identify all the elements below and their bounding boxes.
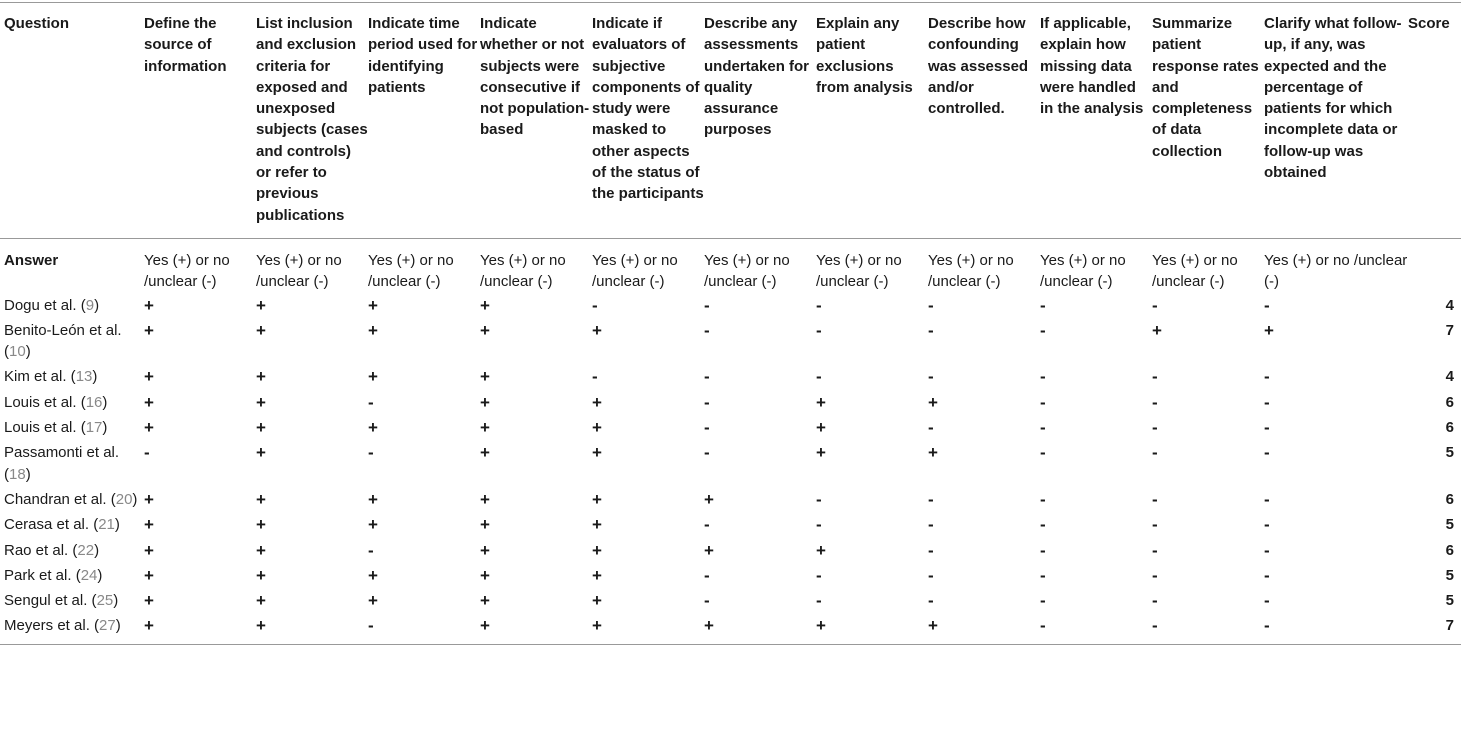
criterion-mark: + xyxy=(368,591,378,611)
criterion-mark: + xyxy=(480,418,490,438)
criterion-mark: - xyxy=(368,613,480,644)
criterion-mark: + xyxy=(144,392,154,412)
quality-assessment-table xyxy=(0,2,1461,645)
criterion-mark: - xyxy=(1152,489,1158,509)
criterion-mark: + xyxy=(480,392,490,412)
study-name-cell xyxy=(0,588,144,613)
study-name-cell xyxy=(0,415,144,440)
table-row xyxy=(0,293,1461,318)
study-name: Benito-León et al. ( xyxy=(4,321,122,361)
criterion-mark: + xyxy=(816,613,928,644)
header-column: Define the source of information xyxy=(144,3,256,239)
criterion-mark: - xyxy=(704,295,710,315)
study-name: Louis et al. ( xyxy=(4,419,86,437)
criterion-mark: - xyxy=(1264,367,1270,387)
criterion-mark: - xyxy=(1264,613,1408,644)
criterion-mark: - xyxy=(928,295,934,315)
criterion-mark: + xyxy=(480,540,490,560)
criterion-mark: - xyxy=(704,565,710,585)
criterion-mark: + xyxy=(1264,320,1274,340)
criterion-mark: - xyxy=(1264,443,1270,463)
criterion-mark: + xyxy=(256,489,266,509)
criterion-mark: + xyxy=(816,443,826,463)
criterion-mark: - xyxy=(1152,591,1158,611)
criterion-mark: + xyxy=(256,367,266,387)
criterion-mark: + xyxy=(816,540,826,560)
criterion-mark: - xyxy=(1040,367,1046,387)
answer-value: Yes (+) or no /unclear (-) xyxy=(592,251,678,291)
reference-close-paren: ) xyxy=(113,592,119,610)
criterion-mark: - xyxy=(1152,295,1158,315)
criterion-mark: + xyxy=(256,418,266,438)
criterion-mark: + xyxy=(480,613,592,644)
criterion-mark: + xyxy=(144,367,154,387)
criterion-mark: - xyxy=(928,540,934,560)
header-column: Indicate time period used for identifying patients xyxy=(368,3,480,239)
study-name: Cerasa et al. ( xyxy=(4,516,99,534)
table-row xyxy=(0,538,1461,563)
study-name: Meyers et al. ( xyxy=(4,617,100,635)
header-column: If applicable, explain how missing data were handled in the analysis xyxy=(1040,3,1152,239)
criterion-mark: + xyxy=(592,591,602,611)
criterion-mark: + xyxy=(368,320,378,340)
answer-row xyxy=(0,238,1461,292)
criterion-mark: + xyxy=(928,443,938,463)
header-question: Question xyxy=(0,3,144,239)
table-row xyxy=(0,487,1461,512)
reference-close-paren: ) xyxy=(25,465,31,483)
reference-close-paren: ) xyxy=(97,566,103,584)
header-column: List inclusion and exclusion criteria for exposed and unexposed subjects (cases and controls) or refer to previous publications xyxy=(256,3,368,239)
study-reference: 27 xyxy=(99,617,116,635)
header-column: Describe how confounding was assessed and/or controlled. xyxy=(928,3,1040,239)
criterion-mark: + xyxy=(144,565,154,585)
answer-value: Yes (+) or no /unclear (-) xyxy=(1152,251,1238,291)
criterion-mark: - xyxy=(1264,565,1270,585)
table-row xyxy=(0,364,1461,389)
study-reference: 16 xyxy=(85,393,103,411)
header-score: Score xyxy=(1408,3,1461,239)
criterion-mark: + xyxy=(816,418,826,438)
study-reference: 20 xyxy=(115,490,133,508)
study-reference: 17 xyxy=(85,419,103,437)
criterion-mark: + xyxy=(592,613,704,644)
score-cell: 7 xyxy=(1408,613,1461,644)
criterion-mark: + xyxy=(256,613,368,644)
criterion-mark: - xyxy=(1152,540,1158,560)
criterion-mark: - xyxy=(1040,515,1046,535)
header-column: Clarify what follow-up, if any, was expected and the percentage of patients for which incomplete data or follow-up was obtained xyxy=(1264,3,1408,239)
score-cell: 5 xyxy=(1445,592,1454,610)
criterion-mark: + xyxy=(480,565,490,585)
study-name-cell xyxy=(0,563,144,588)
criterion-mark: + xyxy=(480,515,490,535)
study-reference: 18 xyxy=(9,465,26,483)
criterion-mark: - xyxy=(592,295,598,315)
criterion-mark: - xyxy=(1152,565,1158,585)
criterion-mark: + xyxy=(256,565,266,585)
study-reference: 13 xyxy=(75,368,93,386)
criterion-mark: + xyxy=(592,515,602,535)
criterion-mark: - xyxy=(928,320,934,340)
study-name: Passamonti et al. ( xyxy=(4,444,120,483)
criterion-mark: + xyxy=(592,565,602,585)
criterion-mark: + xyxy=(480,295,490,315)
header-column: Indicate if evaluators of subjective components of study were masked to other aspects of the status of the participants xyxy=(592,3,704,239)
study-name: Park et al. ( xyxy=(4,566,81,584)
criterion-mark: - xyxy=(816,565,822,585)
criterion-mark: - xyxy=(1040,418,1046,438)
criterion-mark: - xyxy=(816,591,822,611)
criterion-mark: + xyxy=(368,418,378,438)
criterion-mark: - xyxy=(816,489,822,509)
study-name-cell xyxy=(0,440,144,487)
criterion-mark: - xyxy=(928,489,934,509)
criterion-mark: - xyxy=(1040,540,1046,560)
study-name-cell xyxy=(0,318,144,365)
criterion-mark: + xyxy=(592,392,602,412)
header-column: Indicate whether or not subjects were consecutive if not population-based xyxy=(480,3,592,239)
reference-close-paren: ) xyxy=(102,393,108,411)
criterion-mark: - xyxy=(1040,295,1046,315)
criterion-mark: - xyxy=(704,591,710,611)
criterion-mark: - xyxy=(1264,418,1270,438)
criterion-mark: - xyxy=(1152,443,1158,463)
reference-close-paren: ) xyxy=(132,490,138,508)
study-reference: 10 xyxy=(9,343,26,361)
criterion-mark: - xyxy=(1040,565,1046,585)
study-name: Dogu et al. ( xyxy=(4,296,86,314)
criterion-mark: - xyxy=(1040,591,1046,611)
table-row xyxy=(0,512,1461,537)
criterion-mark: + xyxy=(816,392,826,412)
reference-close-paren: ) xyxy=(25,343,31,361)
reference-close-paren: ) xyxy=(114,516,120,534)
study-name: Kim et al. ( xyxy=(4,368,76,386)
criterion-mark: - xyxy=(1264,295,1270,315)
criterion-mark: + xyxy=(592,443,602,463)
criterion-mark: - xyxy=(1264,392,1270,412)
study-name-cell xyxy=(0,487,144,512)
study-reference: 25 xyxy=(96,592,114,610)
score-cell: 6 xyxy=(1445,541,1454,559)
criterion-mark: + xyxy=(256,515,266,535)
criterion-mark: - xyxy=(1040,489,1046,509)
study-name-cell xyxy=(0,538,144,563)
criterion-mark: - xyxy=(368,443,374,463)
criterion-mark: + xyxy=(144,591,154,611)
header-column: Summarize patient response rates and completeness of data collection xyxy=(1152,3,1264,239)
table-row xyxy=(0,390,1461,415)
criterion-mark: + xyxy=(480,320,490,340)
criterion-mark: + xyxy=(256,295,266,315)
criterion-mark: + xyxy=(368,565,378,585)
criterion-mark: + xyxy=(704,613,816,644)
score-cell: 4 xyxy=(1445,368,1454,386)
criterion-mark: + xyxy=(256,443,266,463)
reference-close-paren: ) xyxy=(102,419,108,437)
criterion-mark: - xyxy=(1152,367,1158,387)
criterion-mark: + xyxy=(256,591,266,611)
criterion-mark: - xyxy=(704,418,710,438)
criterion-mark: + xyxy=(592,540,602,560)
criterion-mark: - xyxy=(704,443,710,463)
header-column: Explain any patient exclusions from analysis xyxy=(816,3,928,239)
criterion-mark: + xyxy=(144,540,154,560)
criterion-mark: - xyxy=(1040,320,1046,340)
criterion-mark: + xyxy=(368,367,378,387)
table-row xyxy=(0,440,1461,487)
table-row xyxy=(0,318,1461,365)
table-row xyxy=(0,563,1461,588)
criterion-mark: - xyxy=(928,418,934,438)
criterion-mark: + xyxy=(144,320,154,340)
score-cell: 5 xyxy=(1445,516,1454,534)
criterion-mark: + xyxy=(928,392,938,412)
criterion-mark: - xyxy=(144,443,150,463)
study-name-cell xyxy=(0,390,144,415)
reference-close-paren: ) xyxy=(115,617,121,635)
answer-value: Yes (+) or no /unclear (-) xyxy=(704,251,790,291)
study-name: Louis et al. ( xyxy=(4,393,86,411)
criterion-mark: + xyxy=(368,295,378,315)
criterion-mark: + xyxy=(368,515,378,535)
answer-value: Yes (+) or no /unclear (-) xyxy=(1264,251,1408,291)
table-row xyxy=(0,588,1461,613)
criterion-mark: + xyxy=(256,392,266,412)
criterion-mark: - xyxy=(1152,392,1158,412)
criterion-mark: + xyxy=(1152,320,1162,340)
answer-value: Yes (+) or no /unclear (-) xyxy=(928,251,1014,291)
criterion-mark: - xyxy=(928,591,934,611)
score-cell: 6 xyxy=(1445,419,1454,437)
reference-close-paren: ) xyxy=(94,541,100,559)
criterion-mark: + xyxy=(368,489,378,509)
criterion-mark: + xyxy=(480,367,490,387)
criterion-mark: + xyxy=(704,489,714,509)
criterion-mark: + xyxy=(144,418,154,438)
criterion-mark: + xyxy=(144,295,154,315)
criterion-mark: + xyxy=(256,320,266,340)
study-reference: 9 xyxy=(85,296,95,314)
header-row xyxy=(0,3,1461,239)
criterion-mark: - xyxy=(704,320,710,340)
criterion-mark: + xyxy=(144,489,154,509)
criterion-mark: - xyxy=(1152,515,1158,535)
criterion-mark: + xyxy=(480,489,490,509)
criterion-mark: - xyxy=(704,515,710,535)
criterion-mark: - xyxy=(368,392,374,412)
criterion-mark: - xyxy=(928,565,934,585)
criterion-mark: + xyxy=(144,613,256,644)
score-cell: 5 xyxy=(1445,566,1454,584)
score-cell: 7 xyxy=(1445,321,1454,339)
study-name-cell xyxy=(0,512,144,537)
study-name: Rao et al. ( xyxy=(4,541,78,559)
header-column: Describe any assessments undertaken for quality assurance purposes xyxy=(704,3,816,239)
answer-score-empty xyxy=(1408,238,1461,292)
criterion-mark: - xyxy=(368,540,374,560)
criterion-mark: + xyxy=(592,418,602,438)
table-row xyxy=(0,415,1461,440)
criterion-mark: - xyxy=(816,515,822,535)
study-reference: 24 xyxy=(80,566,98,584)
criterion-mark: + xyxy=(704,540,714,560)
study-name-cell xyxy=(0,613,144,644)
study-reference: 21 xyxy=(98,516,115,534)
table-row xyxy=(0,613,1461,644)
score-cell: 4 xyxy=(1445,296,1454,314)
criterion-mark: - xyxy=(704,392,710,412)
criterion-mark: - xyxy=(1152,613,1264,644)
criterion-mark: - xyxy=(816,320,822,340)
answer-value: Yes (+) or no /unclear (-) xyxy=(144,251,230,291)
criterion-mark: + xyxy=(480,443,490,463)
study-name-cell xyxy=(0,293,144,318)
criterion-mark: - xyxy=(1040,392,1046,412)
score-cell: 6 xyxy=(1445,490,1454,508)
criterion-mark: - xyxy=(928,367,934,387)
criterion-mark: - xyxy=(1040,613,1152,644)
answer-value: Yes (+) or no /unclear (-) xyxy=(368,251,454,291)
answer-label: Answer xyxy=(4,251,59,269)
criterion-mark: - xyxy=(1264,515,1270,535)
study-name: Sengul et al. ( xyxy=(4,592,97,610)
criterion-mark: - xyxy=(1152,418,1158,438)
answer-value: Yes (+) or no /unclear (-) xyxy=(1040,251,1126,291)
criterion-mark: - xyxy=(1040,443,1046,463)
criterion-mark: + xyxy=(256,540,266,560)
answer-value: Yes (+) or no /unclear (-) xyxy=(816,251,902,291)
study-name-cell xyxy=(0,364,144,389)
reference-close-paren: ) xyxy=(94,296,100,314)
criterion-mark: - xyxy=(1264,591,1270,611)
criterion-mark: + xyxy=(144,515,154,535)
criterion-mark: + xyxy=(928,613,1040,644)
criterion-mark: - xyxy=(704,367,710,387)
score-cell: 5 xyxy=(1445,444,1454,462)
criterion-mark: - xyxy=(816,367,822,387)
reference-close-paren: ) xyxy=(92,368,98,386)
criterion-mark: + xyxy=(592,320,602,340)
criterion-mark: - xyxy=(816,295,822,315)
answer-value: Yes (+) or no /unclear (-) xyxy=(480,251,566,291)
criterion-mark: - xyxy=(1264,489,1270,509)
study-reference: 22 xyxy=(77,541,95,559)
answer-value: Yes (+) or no /unclear (-) xyxy=(256,251,342,291)
study-name: Chandran et al. ( xyxy=(4,490,116,508)
criterion-mark: + xyxy=(480,591,490,611)
criterion-mark: + xyxy=(592,489,602,509)
score-cell: 6 xyxy=(1445,393,1454,411)
criterion-mark: - xyxy=(928,515,934,535)
criterion-mark: - xyxy=(1264,540,1270,560)
criterion-mark: - xyxy=(592,367,598,387)
